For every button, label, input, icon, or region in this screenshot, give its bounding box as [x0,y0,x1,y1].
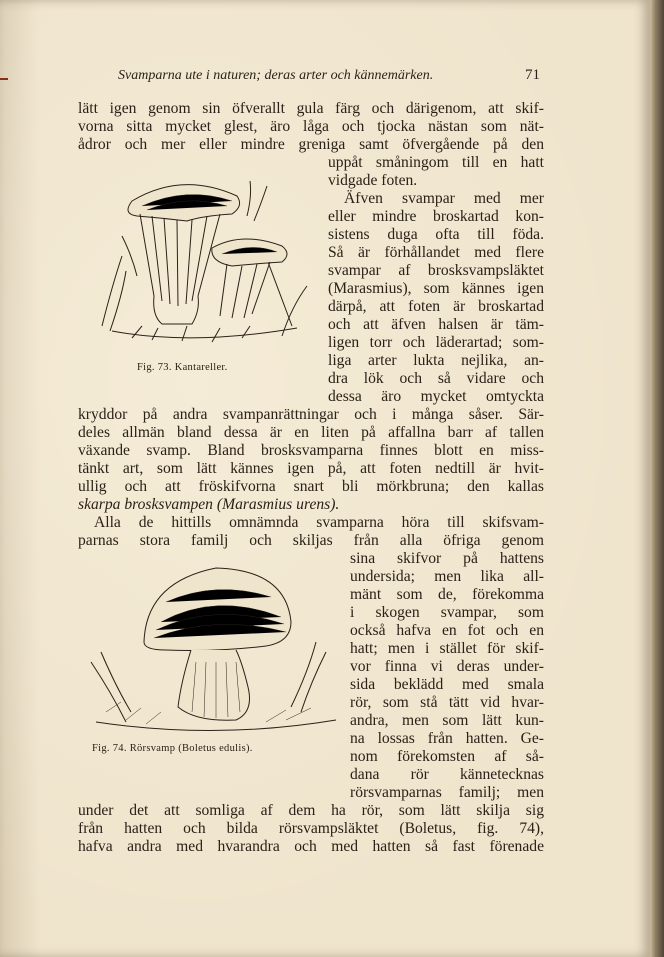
text-line: andra, men som lätt kun- [350,712,544,729]
text-line: vorna sitta mycket glest, äro låga och tjocka nästan som nät- [78,118,544,135]
text-line: sida beklädd med smala [350,676,544,693]
text-line: (Marasmius), som kännes igen [328,280,544,297]
text-line: lätt igen genom sin öfverallt gula färg och därigenom, att skif- [78,100,544,117]
text-line: dra lök och så vidare och [328,370,544,387]
running-header: Svamparna ute i naturen; deras arter och kännemärken. [118,68,434,83]
text-line: hatt; men i stället för skif- [350,640,544,657]
text-line: uppåt småningom till en hatt [328,154,544,171]
book-edge [650,0,664,957]
text-line: rör, som stå tätt vid hvar- [350,694,544,711]
text-line: och att äfven halsen är täm- [328,316,544,333]
text-line: dana rör kännetecknas [350,766,544,783]
text-line: vor finna vi deras under- [350,658,544,675]
page-edge-mark [0,78,8,80]
figure-74-caption: Fig. 74. Rörsvamp (Boletus edulis). [92,743,253,754]
text-line: liga arter lukta nejlika, an- [328,352,544,369]
text-line: under det att somliga af dem ha rör, som lätt skilja sig [78,802,544,819]
text-line: vidgade foten. [328,172,418,189]
text-line: i skogen svampar, som [350,604,544,621]
text-line: svampar af brosksvampsläktet [328,262,544,279]
text-line: ådror och mer eller mindre greniga samt öfvergående på den [78,136,544,153]
text-line: nom förekomsten af så- [350,748,544,765]
text-line: växande svamp. Bland brosksvamparna finnes blott en miss- [78,442,544,459]
figure-73-caption: Fig. 73. Kantareller. [137,362,228,373]
figure-74-boletus [86,562,342,740]
text-line: sistens duga ofta till föda. [328,226,544,243]
text-line: Äfven svampar med mer [344,190,544,207]
text-line: därpå, att foten är broskartad [328,298,544,315]
text-line: dessa äro mycket omtyckta [328,388,544,405]
text-line: parnas stora familj och skiljas från alla öfriga genom [78,532,544,549]
text-line: kryddor på andra svampanrättningar och i många såser. Sär- [78,406,544,423]
text-line: ullig och att fröskifvorna snart bli mörkbruna; den kallas [78,478,544,495]
page-number: 71 [525,67,540,83]
text-line: eller mindre broskartad kon- [328,208,544,225]
text-line: sina skifvor på hattens [350,550,544,567]
text-line: också hafva en fot och en [350,622,544,639]
text-line: Så är förhållandet med flere [328,244,544,261]
text-line: från hatten och bilda rörsvampsläktet (Boletus, fig. 74), [78,820,544,837]
text-line: ligen torr och läderartad; som- [328,334,544,351]
text-line: mänt som de, förekomma [350,586,544,603]
text-line: hafva andra med hvarandra och med hatten så fast förenade [78,838,544,855]
text-line: na lossas från hatten. Ge- [350,730,544,747]
text-line: skarpa brosksvampen (Marasmius urens). [78,496,340,513]
text-line: Alla de hittills omnämnda svamparna höra till skifsvam- [94,514,544,531]
figure-73-chanterelles [92,176,312,356]
text-line: tänkt art, som lätt kännes igen på, att foten nedtill är hvit- [78,460,544,477]
text-line: deles allmän bland dessa är en liten på affallna barr af tallen [78,424,544,441]
text-line: rörsvamparnas familj; men [350,784,544,801]
text-line: undersida; men lika all- [350,568,544,585]
